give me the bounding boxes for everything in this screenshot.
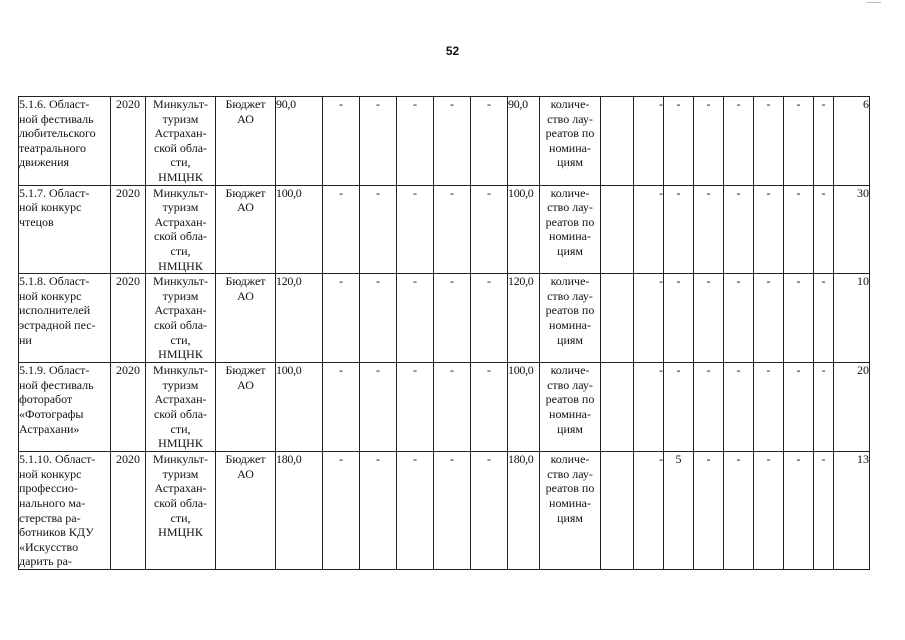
value-cell: - [471, 452, 508, 570]
target-cell: - [784, 363, 814, 452]
indicator-cell: количе- ство лау- реатов по номина- циям [540, 274, 601, 363]
target-cell: - [724, 97, 754, 186]
value-cell: - [397, 363, 434, 452]
target-final-cell: 30 [834, 185, 870, 274]
target-cell: - [634, 185, 664, 274]
executor-cell: Минкульт- туризм Астрахан- ской обла- сти, НМЦНК [146, 274, 216, 363]
funding-source-cell: Бюджет АО [216, 185, 276, 274]
value-cell: - [397, 274, 434, 363]
table-row [19, 185, 870, 274]
table-row [19, 97, 870, 186]
target-cell: - [664, 274, 694, 363]
target-cell: - [724, 185, 754, 274]
target-cell: - [754, 185, 784, 274]
target-cell: - [784, 97, 814, 186]
indicator-cell: количе- ство лау- реатов по номина- циям [540, 363, 601, 452]
target-cell: - [814, 185, 834, 274]
target-cell: - [724, 452, 754, 570]
amount-cell: 100,0 [276, 185, 323, 274]
amount-total-cell: 100,0 [508, 363, 540, 452]
base-value-cell [601, 185, 634, 274]
funding-source-cell: Бюджет АО [216, 274, 276, 363]
target-cell: - [724, 274, 754, 363]
target-cell: - [814, 363, 834, 452]
target-cell: - [694, 97, 724, 186]
year-cell: 2020 [111, 452, 146, 570]
indicator-cell: количе- ство лау- реатов по номина- циям [540, 97, 601, 186]
executor-cell: Минкульт- туризм Астрахан- ской обла- сти, НМЦНК [146, 97, 216, 186]
target-final-cell: 20 [834, 363, 870, 452]
target-cell: - [634, 97, 664, 186]
year-cell: 2020 [111, 274, 146, 363]
year-cell: 2020 [111, 185, 146, 274]
amount-total-cell: 90,0 [508, 97, 540, 186]
target-cell: - [754, 274, 784, 363]
target-cell: - [784, 274, 814, 363]
table-row [19, 274, 870, 363]
value-cell: - [434, 97, 471, 186]
funding-source-cell: Бюджет АО [216, 452, 276, 570]
target-cell: - [634, 452, 664, 570]
amount-cell: 90,0 [276, 97, 323, 186]
indicator-cell: количе- ство лау- реатов по номина- циям [540, 185, 601, 274]
year-cell: 2020 [111, 363, 146, 452]
target-final-cell: 6 [834, 97, 870, 186]
target-cell: - [694, 185, 724, 274]
table-row [19, 363, 870, 452]
target-cell: - [814, 452, 834, 570]
base-value-cell [601, 274, 634, 363]
target-cell: - [754, 363, 784, 452]
page-number: 52 [445, 44, 460, 58]
amount-cell: 120,0 [276, 274, 323, 363]
value-cell: - [434, 452, 471, 570]
activity-name-cell: 5.1.9. Област- ной фестиваль фоторабот «Фотографы Астрахани» [19, 363, 111, 452]
activity-name-cell: 5.1.10. Област- ной конкурс профессио- нального ма- стерства ра- ботников КДУ «Искусство дарить ра- [19, 452, 111, 570]
value-cell: - [323, 363, 360, 452]
value-cell: - [471, 274, 508, 363]
activity-name-cell: 5.1.6. Област- ной фестиваль любительского театрального движения [19, 97, 111, 186]
executor-cell: Минкульт- туризм Астрахан- ской обла- сти, НМЦНК [146, 185, 216, 274]
table-row [19, 452, 870, 570]
amount-total-cell: 100,0 [508, 185, 540, 274]
target-cell: - [724, 363, 754, 452]
value-cell: - [434, 363, 471, 452]
target-cell: - [664, 185, 694, 274]
target-cell: - [634, 274, 664, 363]
amount-total-cell: 180,0 [508, 452, 540, 570]
target-cell: - [814, 274, 834, 363]
base-value-cell [601, 363, 634, 452]
value-cell: - [397, 452, 434, 570]
target-final-cell: 13 [834, 452, 870, 570]
value-cell: - [360, 97, 397, 186]
base-value-cell [601, 97, 634, 186]
value-cell: - [323, 185, 360, 274]
activity-name-cell: 5.1.7. Област- ной конкурс чтецов [19, 185, 111, 274]
value-cell: - [360, 363, 397, 452]
executor-cell: Минкульт- туризм Астрахан- ской обла- сти, НМЦНК [146, 363, 216, 452]
target-cell: - [814, 97, 834, 186]
program-activities-table [18, 96, 870, 570]
target-cell: - [634, 363, 664, 452]
target-cell: - [664, 97, 694, 186]
target-cell: - [664, 363, 694, 452]
target-cell: - [694, 363, 724, 452]
funding-source-cell: Бюджет АО [216, 363, 276, 452]
value-cell: - [434, 274, 471, 363]
base-value-cell [601, 452, 634, 570]
value-cell: - [360, 274, 397, 363]
amount-total-cell: 120,0 [508, 274, 540, 363]
target-cell: - [694, 274, 724, 363]
funding-source-cell: Бюджет АО [216, 97, 276, 186]
target-cell: 5 [664, 452, 694, 570]
amount-cell: 100,0 [276, 363, 323, 452]
activity-name-cell: 5.1.8. Област- ной конкурс исполнителей эстрадной пес- ни [19, 274, 111, 363]
year-cell: 2020 [111, 97, 146, 186]
value-cell: - [471, 185, 508, 274]
value-cell: - [360, 185, 397, 274]
value-cell: - [397, 97, 434, 186]
target-cell: - [694, 452, 724, 570]
amount-cell: 180,0 [276, 452, 323, 570]
value-cell: - [434, 185, 471, 274]
value-cell: - [323, 274, 360, 363]
value-cell: - [397, 185, 434, 274]
value-cell: - [471, 363, 508, 452]
target-cell: - [754, 452, 784, 570]
target-cell: - [784, 185, 814, 274]
corner-mark [867, 2, 881, 3]
value-cell: - [323, 452, 360, 570]
value-cell: - [471, 97, 508, 186]
table-body [19, 97, 870, 570]
target-cell: - [754, 97, 784, 186]
target-final-cell: 10 [834, 274, 870, 363]
indicator-cell: количе- ство лау- реатов по номина- циям [540, 452, 601, 570]
value-cell: - [360, 452, 397, 570]
target-cell: - [784, 452, 814, 570]
executor-cell: Минкульт- туризм Астрахан- ской обла- сти, НМЦНК [146, 452, 216, 570]
value-cell: - [323, 97, 360, 186]
